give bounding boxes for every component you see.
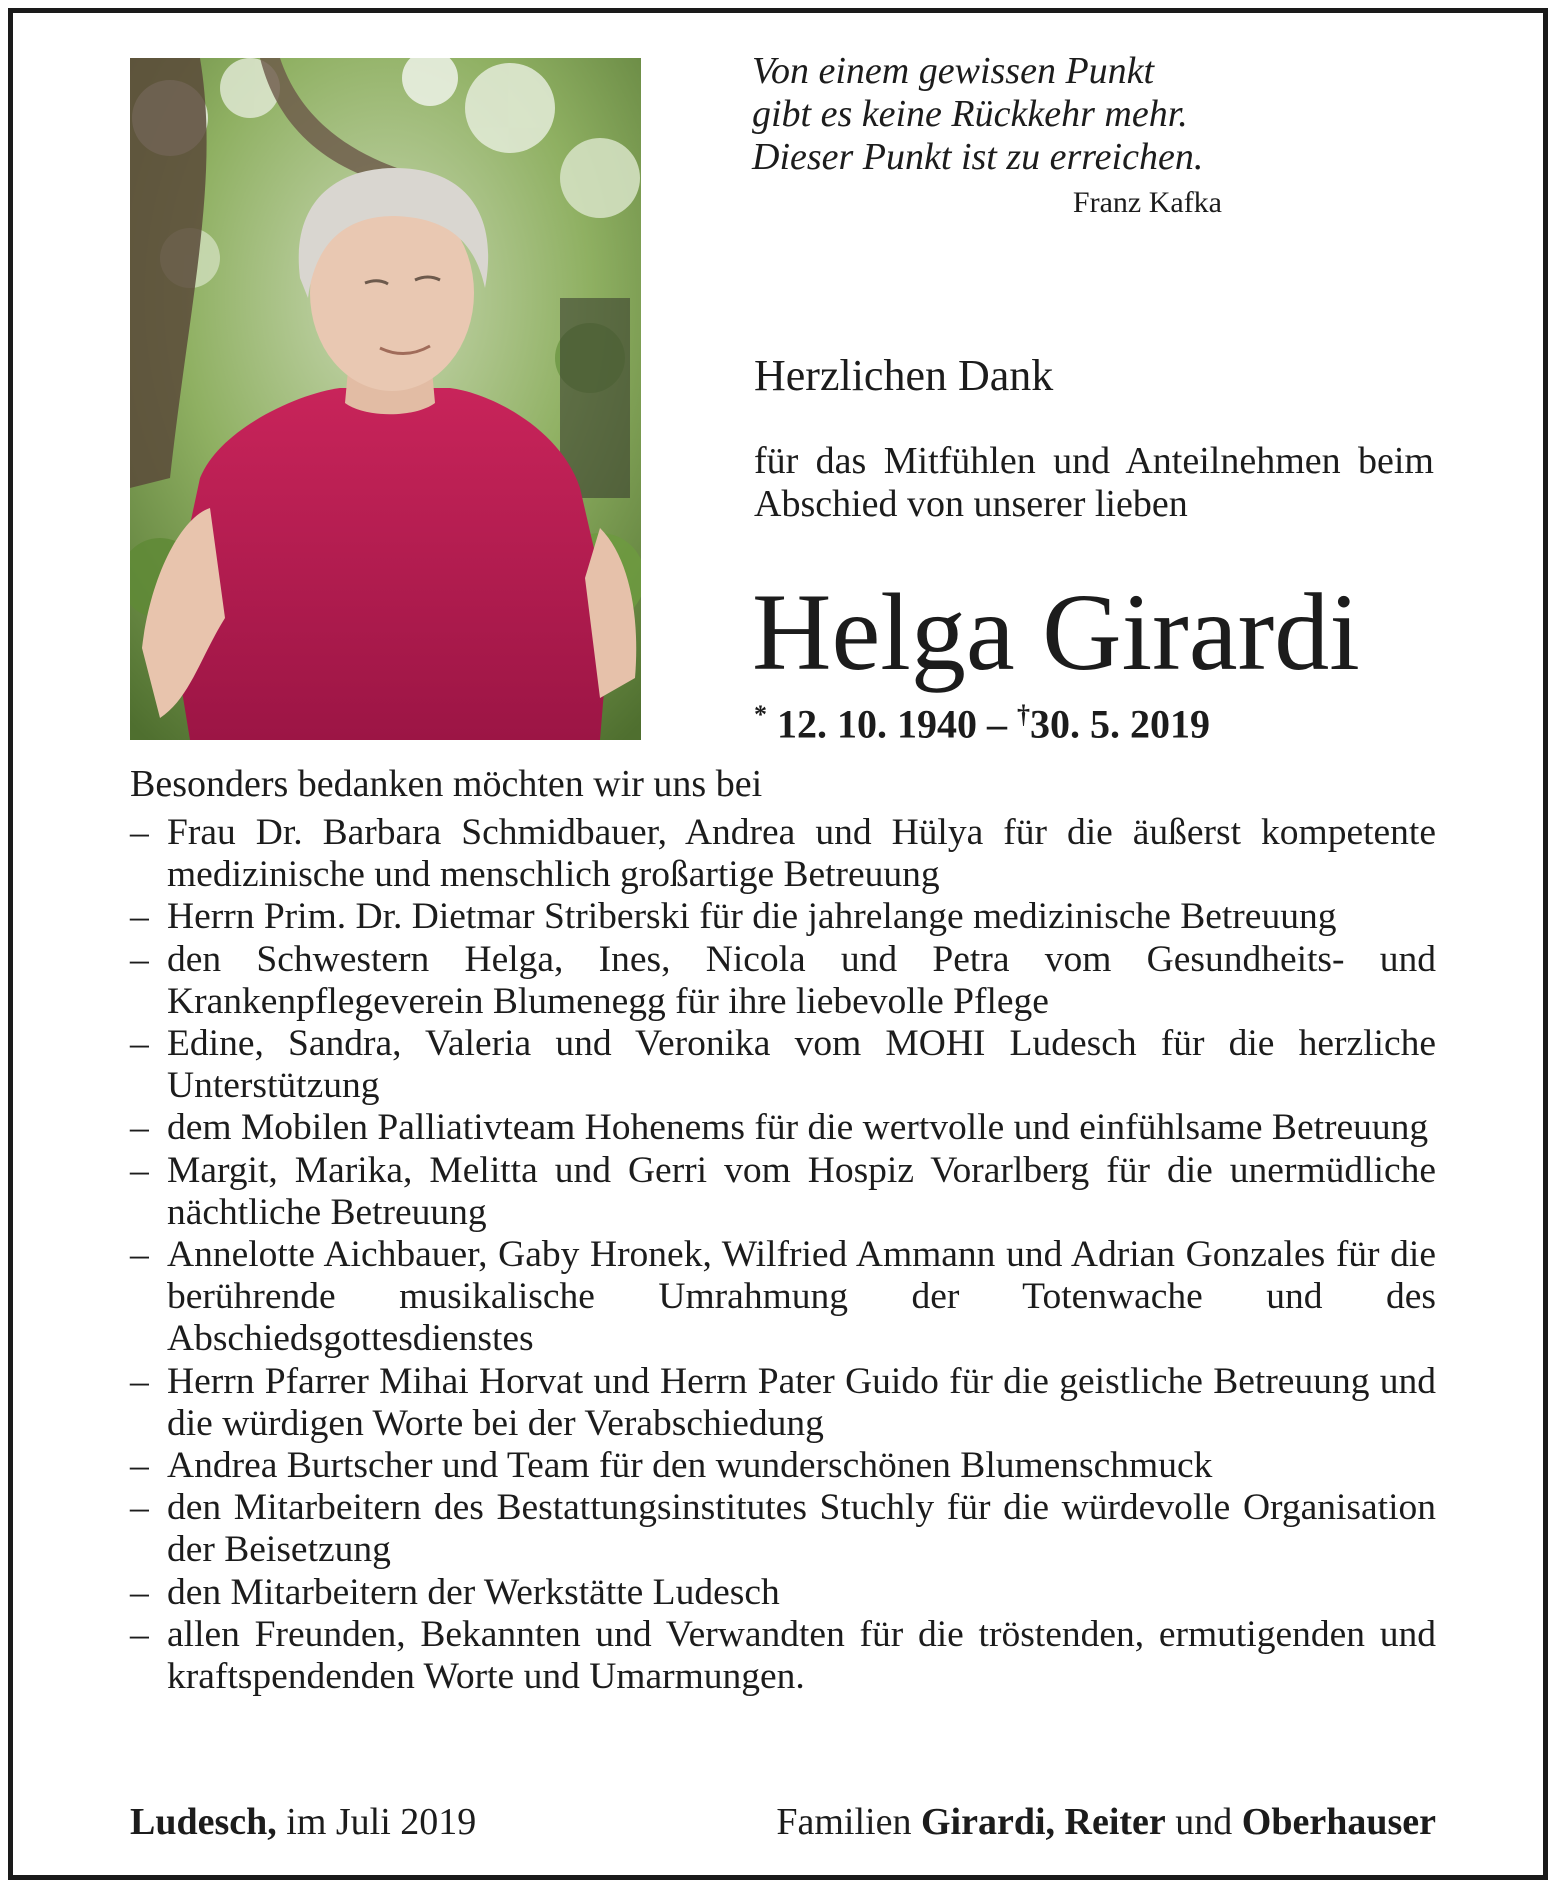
- list-dash: –: [130, 1234, 149, 1276]
- families-prefix: Familien: [776, 1801, 912, 1843]
- life-dates: [754, 700, 1210, 747]
- list-item: [130, 1361, 1436, 1445]
- kafka-quote: [752, 50, 1372, 179]
- thanks-list: [130, 812, 1436, 1698]
- list-dash: –: [130, 812, 149, 853]
- footer-place: Ludesch,: [130, 1801, 277, 1843]
- quote-line-3: Dieser Punkt ist zu erreichen.: [752, 136, 1204, 178]
- list-item-text: Margit, Marika, Melitta und Gerri vom Hospiz Vorarlberg für die unermüdliche nächtliche Betreuung: [167, 1149, 1436, 1233]
- list-item: [130, 1614, 1436, 1698]
- list-dash: –: [130, 938, 149, 980]
- list-dash: –: [130, 1360, 149, 1402]
- quote-line-1: Von einem gewissen Punkt: [752, 50, 1155, 92]
- list-item-text: dem Mobilen Palliativteam Hohenems für die wertvolle und einfühlsame Betreuung: [167, 1107, 1429, 1149]
- list-dash: –: [130, 1445, 149, 1487]
- thanks-heading: Herzlichen Dank: [754, 351, 1054, 400]
- deceased-name: Helga Girardi: [752, 571, 1360, 693]
- list-item: [130, 1107, 1436, 1149]
- list-item: [130, 939, 1436, 1023]
- list-item: [130, 1023, 1436, 1107]
- list-dash: –: [130, 1023, 149, 1065]
- list-item-text: den Schwestern Helga, Ines, Nicola und Petra vom Gesundheits- und Krankenpflegeverein Blumenegg für ihre liebevolle Pflege: [167, 938, 1436, 1022]
- list-item-text: allen Freunden, Bekannten und Verwandten für die tröstenden, ermutigenden und kraftspendenden Worte und Umarmungen.: [167, 1613, 1436, 1698]
- thanks-intro: für das Mitfühlen und Anteilnehmen beim Abschied von unserer lieben: [754, 440, 1434, 525]
- footer-families: [776, 1800, 1436, 1844]
- list-item: [130, 1150, 1436, 1234]
- list-item: [130, 1445, 1436, 1487]
- birth-date: 12. 10. 1940: [777, 701, 977, 747]
- quote-author: Franz Kafka: [1072, 186, 1222, 219]
- list-dash: –: [130, 1149, 149, 1191]
- death-date: 30. 5. 2019: [1030, 701, 1210, 747]
- list-dash: –: [130, 1571, 149, 1613]
- list-item-text: den Mitarbeitern der Werkstätte Ludesch: [167, 1571, 780, 1613]
- list-item-text: Andrea Burtscher und Team für den wunderschönen Blumenschmuck: [167, 1445, 1213, 1487]
- list-item: [130, 812, 1436, 896]
- list-dash: –: [130, 1613, 149, 1655]
- list-item: [130, 896, 1436, 938]
- list-item-text: Herrn Prim. Dr. Dietmar Striberski für die jahrelange medizinische Betreuung: [167, 896, 1337, 938]
- list-dash: –: [130, 896, 149, 938]
- list-item-text: den Mitarbeitern des Bestattungsinstitutes Stuchly für die würdevolle Organisation der Beisetzung: [167, 1487, 1436, 1571]
- date-separator: –: [987, 701, 1007, 747]
- born-symbol: *: [754, 700, 767, 729]
- family-reiter: Reiter: [1064, 1801, 1166, 1843]
- list-item: [130, 1572, 1436, 1614]
- list-dash: –: [130, 1487, 149, 1529]
- list-item-text: Annelotte Aichbauer, Gaby Hronek, Wilfried Ammann und Adrian Gonzales für die berührende musikalische Umrahmung der Totenwache und des Abschiedsgottesdienstes: [167, 1234, 1436, 1360]
- family-girardi: Girardi,: [920, 1801, 1056, 1843]
- list-intro: Besonders bedanken möchten wir uns bei: [130, 763, 763, 805]
- footer-place-date: [130, 1800, 476, 1844]
- list-item: [130, 1487, 1436, 1571]
- portrait-photo: [130, 58, 641, 740]
- families-conjunction: und: [1175, 1801, 1233, 1843]
- list-dash: –: [130, 1107, 149, 1149]
- list-item: [130, 1234, 1436, 1361]
- list-item-text: Edine, Sandra, Valeria und Veronika vom MOHI Ludesch für die herzliche Unterstützung: [167, 1023, 1436, 1107]
- list-item-text: Herrn Pfarrer Mihai Horvat und Herrn Pater Guido für die geistliche Betreuung und die würdigen Worte bei der Verabschiedung: [167, 1360, 1436, 1444]
- list-item-text: Frau Dr. Barbara Schmidbauer, Andrea und Hülya für die äußerst kompetente medizinische und menschlich großartige Betreuung: [167, 812, 1436, 896]
- died-symbol: †: [1017, 700, 1030, 729]
- quote-line-2: gibt es keine Rückkehr mehr.: [752, 93, 1188, 135]
- family-oberhauser: Oberhauser: [1241, 1801, 1436, 1843]
- footer-date: im Juli 2019: [286, 1801, 477, 1843]
